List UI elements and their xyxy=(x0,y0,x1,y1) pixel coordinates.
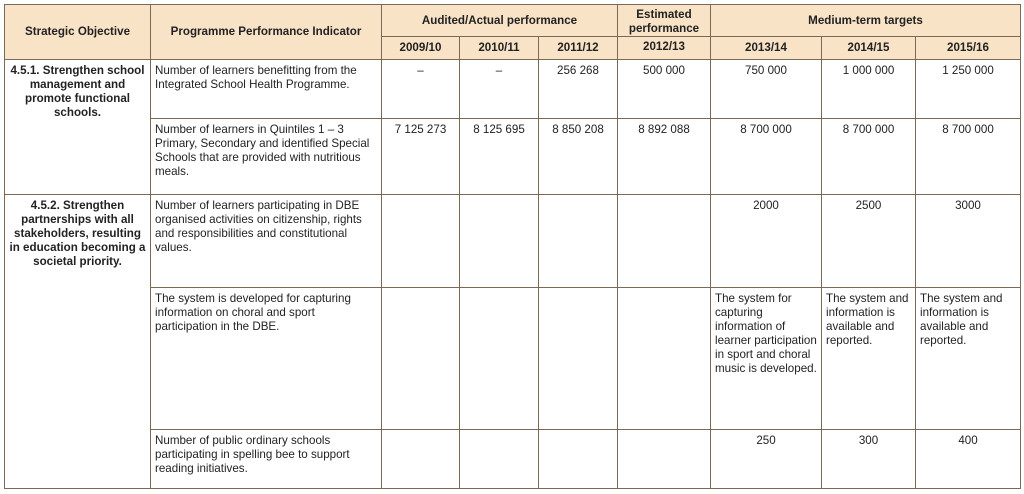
performance-table xyxy=(4,4,1021,489)
value-cell: 8 892 088 xyxy=(618,119,711,195)
value-cell: 8 700 000 xyxy=(916,119,1021,195)
strategic-objective-cell: 4.5.2. Strengthen partnerships with all stakeholders, resulting in education becoming a societal priority. xyxy=(5,195,151,489)
value-cell: – xyxy=(460,60,539,119)
indicator-cell: Number of learners participating in DBE organised activities on citizenship, rights and responsibilities and constitutional values. xyxy=(151,195,382,288)
table-row xyxy=(5,430,1021,489)
value-cell: – xyxy=(382,60,460,119)
header-year: 2009/10 xyxy=(382,37,460,60)
value-cell: 8 850 208 xyxy=(539,119,618,195)
value-cell: The system and information is available and reported. xyxy=(916,288,1021,430)
value-cell: 500 000 xyxy=(618,60,711,119)
value-cell: 300 xyxy=(822,430,916,489)
value-cell xyxy=(618,430,711,489)
header-row-1 xyxy=(5,5,1021,37)
value-cell: 8 700 000 xyxy=(711,119,822,195)
value-cell: 1 000 000 xyxy=(822,60,916,119)
header-audited: Audited/Actual performance xyxy=(382,5,618,37)
table-row xyxy=(5,288,1021,430)
indicator-cell: The system is developed for capturing information on choral and sport participation in the DBE. xyxy=(151,288,382,430)
table-row xyxy=(5,60,1021,119)
header-year: 2013/14 xyxy=(711,37,822,60)
value-cell xyxy=(382,288,460,430)
header-strategic-objective: Strategic Objective xyxy=(5,5,151,60)
value-cell: 2000 xyxy=(711,195,822,288)
header-estimated: Estimated performance xyxy=(618,5,711,37)
value-cell xyxy=(539,288,618,430)
header-year: 2012/13 xyxy=(618,37,711,60)
value-cell: 1 250 000 xyxy=(916,60,1021,119)
value-cell: 7 125 273 xyxy=(382,119,460,195)
value-cell xyxy=(539,430,618,489)
header-year: 2015/16 xyxy=(916,37,1021,60)
strategic-objective-cell: 4.5.1. Strengthen school management and promote functional schools. xyxy=(5,60,151,195)
value-cell xyxy=(382,430,460,489)
value-cell: 256 268 xyxy=(539,60,618,119)
table-row xyxy=(5,119,1021,195)
value-cell xyxy=(618,288,711,430)
value-cell: 250 xyxy=(711,430,822,489)
indicator-cell: Number of learners in Quintiles 1 – 3 Primary, Secondary and identified Special Schools that are provided with nutritious meals. xyxy=(151,119,382,195)
value-cell: The system and information is available and reported. xyxy=(822,288,916,430)
header-indicator: Programme Performance Indicator xyxy=(151,5,382,60)
value-cell xyxy=(460,195,539,288)
value-cell xyxy=(539,195,618,288)
header-medium-term: Medium-term targets xyxy=(711,5,1021,37)
table-row xyxy=(5,195,1021,288)
value-cell: 3000 xyxy=(916,195,1021,288)
header-year: 2014/15 xyxy=(822,37,916,60)
value-cell: 8 700 000 xyxy=(822,119,916,195)
value-cell xyxy=(460,288,539,430)
value-cell: 400 xyxy=(916,430,1021,489)
value-cell: 8 125 695 xyxy=(460,119,539,195)
header-year: 2010/11 xyxy=(460,37,539,60)
value-cell xyxy=(460,430,539,489)
indicator-cell: Number of learners benefitting from the Integrated School Health Programme. xyxy=(151,60,382,119)
value-cell: The system for capturing information of learner participation in sport and choral music is developed. xyxy=(711,288,822,430)
value-cell: 2500 xyxy=(822,195,916,288)
value-cell xyxy=(382,195,460,288)
header-year: 2011/12 xyxy=(539,37,618,60)
indicator-cell: Number of public ordinary schools participating in spelling bee to support reading initiatives. xyxy=(151,430,382,489)
value-cell: 750 000 xyxy=(711,60,822,119)
value-cell xyxy=(618,195,711,288)
